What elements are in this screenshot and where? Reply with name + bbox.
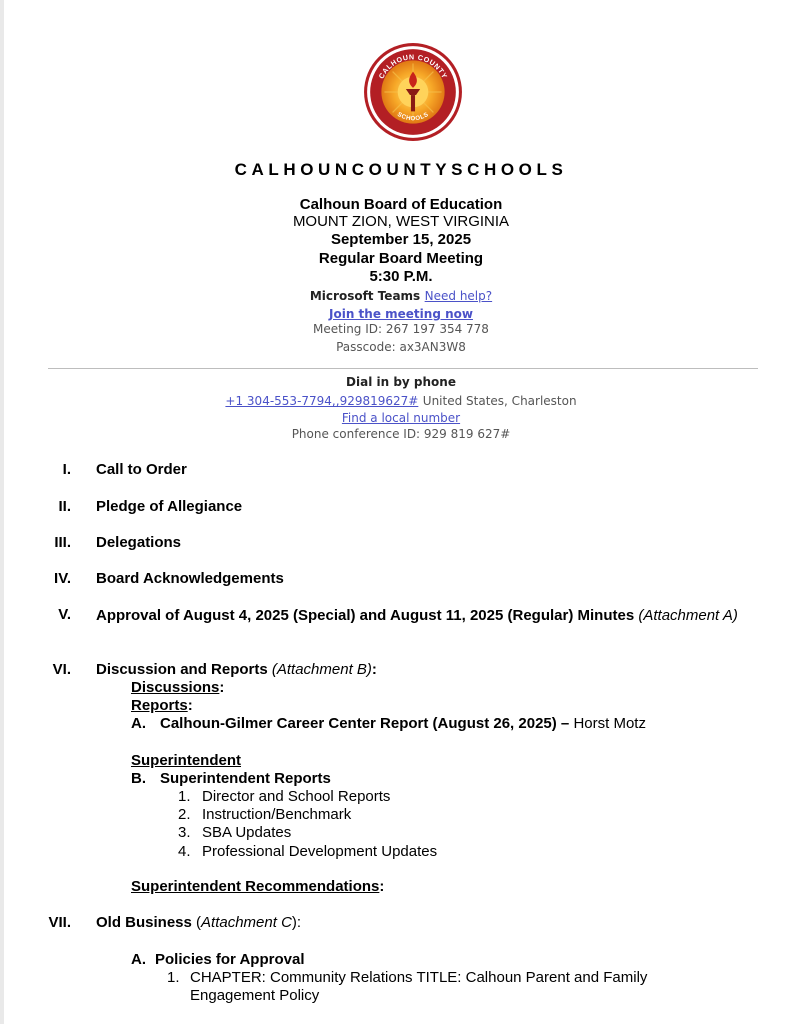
phone-conference-id: Phone conference ID: 929 819 627#	[291, 427, 511, 441]
report-b-superintendent-reports: Superintendent Reports	[160, 770, 331, 787]
join-meeting-link[interactable]: Join the meeting now	[329, 307, 473, 321]
divider	[48, 368, 758, 369]
agenda-item-old-business: Old Business (Attachment C):	[96, 914, 302, 931]
agenda-number: III.	[54, 534, 71, 551]
agenda-item-pledge: Pledge of Allegiance	[96, 498, 243, 515]
attachment-a-ref: (Attachment A)	[638, 607, 738, 624]
attachment-b-ref: (Attachment B)	[271, 661, 372, 678]
agenda-number: V.	[58, 606, 71, 623]
report-a-letter: A.	[131, 715, 146, 732]
board-name: Calhoun Board of Education	[299, 196, 503, 213]
sub-item: Director and School Reports	[202, 788, 391, 805]
svg-text:CALHOUN COUNTY: CALHOUN COUNTY	[377, 53, 449, 81]
teams-line	[0, 287, 802, 305]
meeting-time: 5:30 P.M.	[369, 268, 433, 285]
agenda-number: VII.	[48, 914, 71, 931]
meeting-id: Meeting ID: 267 197 354 778	[313, 322, 489, 336]
find-local-number-link[interactable]: Find a local number	[341, 411, 461, 425]
find-local-line	[0, 409, 802, 427]
agenda-number: II.	[58, 498, 71, 515]
attachment-c-ref: Attachment C	[201, 914, 292, 931]
meeting-date: September 15, 2025	[330, 231, 472, 248]
svg-text:SCHOOLS: SCHOOLS	[396, 110, 430, 123]
agenda-item-call-to-order: Call to Order	[96, 461, 187, 478]
policy-line-2: Engagement Policy	[190, 987, 320, 1004]
policies-for-approval: Policies for Approval	[155, 951, 305, 968]
join-line	[0, 305, 802, 323]
need-help-link[interactable]: Need help?	[424, 289, 493, 303]
sub-item-number: 3.	[178, 824, 191, 841]
agenda-item-discussion-reports: Discussion and Reports (Attachment B):	[96, 661, 377, 678]
agenda-item-acknowledgements: Board Acknowledgements	[96, 570, 284, 587]
old-business-a-letter: A.	[131, 951, 146, 968]
passcode: Passcode: ax3AN3W8	[336, 340, 466, 354]
agenda-number: IV.	[54, 570, 71, 587]
report-a-person: Horst Motz	[573, 715, 646, 732]
school-title: CALHOUNCOUNTYSCHOOLS	[234, 160, 568, 179]
superintendent-recommendations: Superintendent Recommendations:	[131, 878, 385, 895]
calhoun-county-schools-logo	[362, 41, 464, 143]
phone-number-link[interactable]: +1 304-553-7794,,929819627#	[225, 394, 419, 408]
report-b-letter: B.	[131, 770, 146, 787]
phone-location: United States, Charleston	[422, 394, 577, 408]
agenda-number: I.	[62, 461, 71, 478]
policy-number: 1.	[167, 969, 180, 986]
sub-item-number: 2.	[178, 806, 191, 823]
meeting-type: Regular Board Meeting	[318, 250, 484, 267]
reports-heading: Reports:	[131, 697, 193, 714]
sub-item-number: 1.	[178, 788, 191, 805]
dial-in-title: Dial in by phone	[346, 375, 456, 389]
sub-item-number: 4.	[178, 843, 191, 860]
sub-item: Professional Development Updates	[202, 843, 438, 860]
superintendent-heading: Superintendent	[131, 752, 242, 769]
policy-line-1: CHAPTER: Community Relations TITLE: Calhoun Parent and Family	[190, 969, 648, 986]
meeting-location: MOUNT ZION, WEST VIRGINIA	[292, 213, 510, 230]
report-a: Calhoun-Gilmer Career Center Report (August 26, 2025) – Horst Motz	[160, 715, 646, 732]
teams-label: Microsoft Teams	[309, 289, 421, 303]
dial-phone-line	[0, 392, 802, 410]
agenda-number: VI.	[52, 661, 71, 678]
sub-item: SBA Updates	[202, 824, 292, 841]
discussions-heading: Discussions:	[131, 679, 225, 696]
agenda-item-approval-minutes: Approval of August 4, 2025 (Special) and August 11, 2025 (Regular) Minutes (Attachment A)	[96, 607, 738, 624]
sub-item: Instruction/Benchmark	[202, 806, 352, 823]
agenda-item-delegations: Delegations	[96, 534, 182, 551]
